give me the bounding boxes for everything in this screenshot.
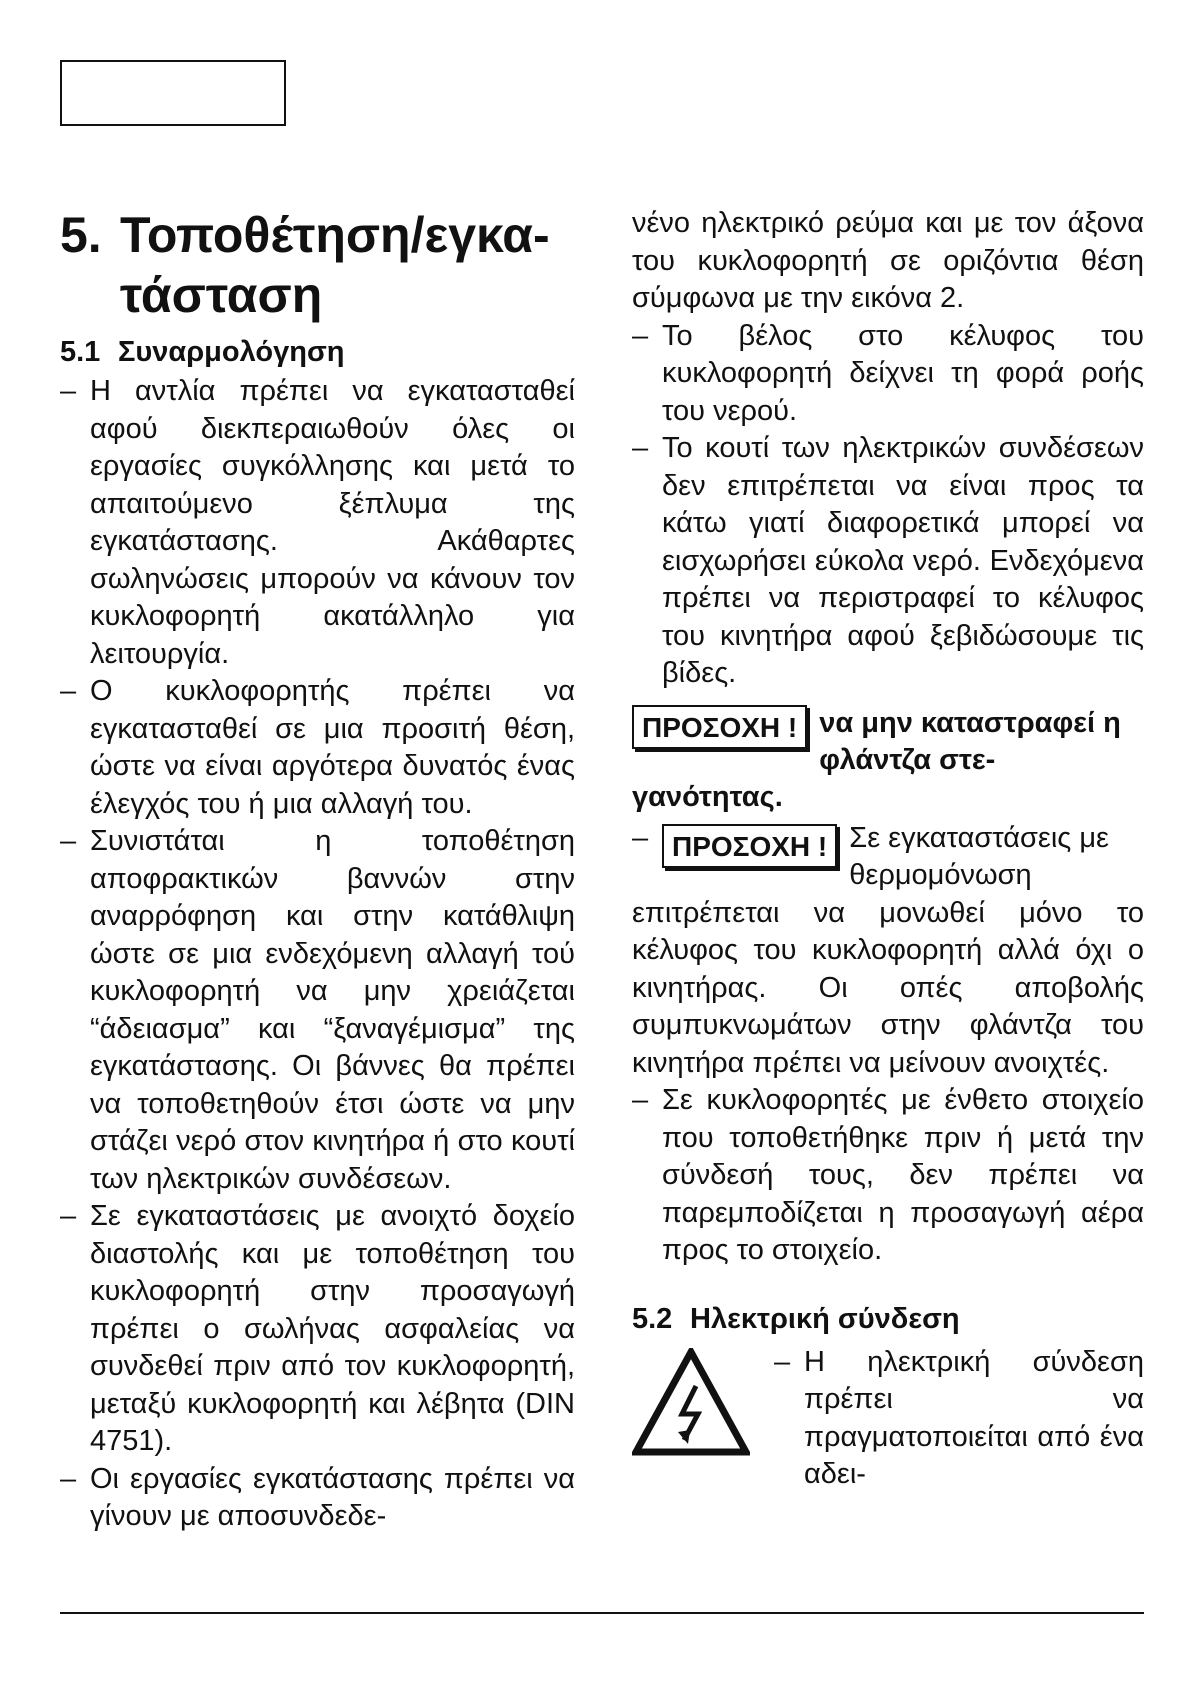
dash-marker: – bbox=[632, 432, 649, 464]
warning-label: ΠΡΟΣΟΧΗ ! bbox=[632, 705, 807, 749]
continued-text: νένο ηλεκτρικό ρεύμα και με τον άξονα του κυκλοφορητή σε οριζόντια θέση σύμφωνα με την εικόνα 2. bbox=[632, 207, 1144, 314]
subsection-number: 5.1 bbox=[60, 336, 101, 368]
warning-text: να μην καταστραφεί η φλάντζα στε- bbox=[819, 706, 1121, 776]
dash-marker: – bbox=[60, 825, 77, 857]
bullet-text: Ο κυκλοφορητής πρέπει να εγκατασταθεί σε μια προσιτή θέση, ώστε να είναι αργότερα δυνατός ένας έλεγχός του ή μια αλλαγή του. bbox=[90, 675, 575, 820]
section-title-line1: Τοποθέτηση/εγκα- bbox=[120, 207, 550, 263]
bullet-text: Η ηλεκτρική σύνδεση πρέπει να πραγματοποιείται από ένα αδει- bbox=[804, 1345, 1144, 1490]
subsection-title: Ηλεκτρική σύνδεση bbox=[690, 1302, 960, 1335]
subsection-number: 5.2 bbox=[632, 1302, 673, 1335]
dash-marker: – bbox=[60, 1200, 77, 1232]
bullet-item bbox=[774, 1344, 1144, 1494]
bullet-item bbox=[60, 1198, 575, 1461]
bullet-text: Το βέλος στο κέλυφος του κυκλοφορητή δείχνει τη φορά ροής του νερού. bbox=[662, 319, 1144, 427]
bullet-item bbox=[632, 430, 1144, 693]
bullet-text: Συνιστάται η τοποθέτηση αποφρακτικών βαννών στην αναρρόφηση και στην κατάθλιψη ώστε σε μια ενδεχόμενη αλλαγή τού κυκλοφορητή να μην χρειάζεται “άδειασμα” και “ξαναγέμισμα” της εγκατάστασης. Οι βάννες θα πρέπει να τοποθετηθούν έτσι ώστε να μην στάζει νερό στον κινητήρα ή στο κουτί των ηλεκτρικών συνδέσεων. bbox=[90, 825, 575, 1195]
section-title-line2: τάσταση bbox=[120, 267, 323, 323]
dash-marker: – bbox=[632, 319, 649, 352]
bullet-text: Σε κυκλοφορητές με ένθετο στοιχείο που τοποθετήθηκε πριν ή μετά την σύνδεσή τους, δεν πρέπει να παρεμποδίζεται η προσαγωγή αέρα προς το στοιχείο. bbox=[662, 1084, 1144, 1266]
electrical-block bbox=[632, 1344, 1144, 1494]
caution-continuation: επιτρέπεται να μονωθεί μόνο το κέλυφος του κυκλοφορητή αλλά όχι ο κινητήρας. Οι οπές αποβολής συμπυκνωμάτων στην φλάντζα του κινητήρα πρέπει να μείνουν ανοιχτές. bbox=[632, 896, 1144, 1079]
warning-block bbox=[632, 705, 1144, 779]
footer-rule bbox=[60, 1612, 1144, 1614]
bullet-text: Η αντλία πρέπει να εγκατασταθεί αφού διεκπεραιωθούν όλες οι εργασίες συγκόλλησης και μετά το απαιτούμενο ξέπλυμα της εγκατάστασης. Ακάθαρτες σωληνώσεις μπορούν να κάνουν τον κυκλοφορητή ακατάλληλο για λειτουργία. bbox=[90, 375, 575, 670]
section-title-text bbox=[120, 205, 550, 325]
bullet-item bbox=[60, 673, 575, 823]
bullet-item bbox=[632, 318, 1144, 431]
left-column bbox=[60, 205, 575, 1536]
bullet-text: Σε εγκαταστάσεις με ανοιχτό δοχείο διαστολής και με τοποθέτηση του κυκλοφορητή στην προσαγωγή πρέπει ο σωλήνας ασφαλείας να συνδεθεί πριν από τον κυκλοφορητή, μεταξύ κυκλοφορητή και λέβητα (DIN 4751). bbox=[90, 1200, 575, 1457]
dash-marker: – bbox=[60, 1462, 77, 1495]
caution-label: ΠΡΟΣΟΧΗ ! bbox=[662, 824, 837, 868]
subsection-heading-assembly bbox=[60, 333, 575, 371]
bullet-item bbox=[60, 1461, 575, 1536]
section-title bbox=[60, 205, 575, 325]
bullet-item bbox=[632, 1082, 1144, 1270]
caution-head bbox=[662, 820, 1144, 895]
dash-marker: – bbox=[632, 1084, 649, 1116]
subsection-title: Συναρμολόγηση bbox=[118, 336, 345, 368]
bullet-item bbox=[60, 373, 575, 673]
dash-marker: – bbox=[774, 1345, 791, 1378]
right-column bbox=[632, 205, 1144, 1494]
dash-marker: – bbox=[632, 821, 649, 854]
header-box bbox=[60, 60, 286, 126]
dash-marker: – bbox=[60, 675, 77, 707]
warning-continuation: γανότητας. bbox=[632, 780, 783, 813]
bullet-item bbox=[60, 823, 575, 1198]
caution-block bbox=[632, 820, 1144, 895]
electrical-text-wrap bbox=[774, 1344, 1144, 1494]
bullet-text: Οι εργασίες εγκατάστασης πρέπει να γίνουν με αποσυνδεδε- bbox=[90, 1462, 575, 1532]
continued-paragraph bbox=[632, 205, 1144, 318]
dash-marker: – bbox=[60, 375, 77, 407]
caution-text: Σε εγκαταστάσεις με θερμομόνωση bbox=[849, 821, 1109, 891]
section-number: 5. bbox=[60, 207, 102, 263]
high-voltage-warning-icon bbox=[632, 1348, 750, 1456]
bullet-text: Το κουτί των ηλεκτρικών συνδέσεων δεν επιτρέπεται να είναι προς τα κάτω γιατί διαφορετικά μπορεί να εισχωρήσει εύκολα νερό. Ενδεχόμενα πρέπει να περιστραφεί το κέλυφος του κινητήρα αφού ξεβιδώσουμε τις βίδες. bbox=[662, 432, 1144, 689]
subsection-heading-electrical bbox=[632, 1300, 1144, 1338]
